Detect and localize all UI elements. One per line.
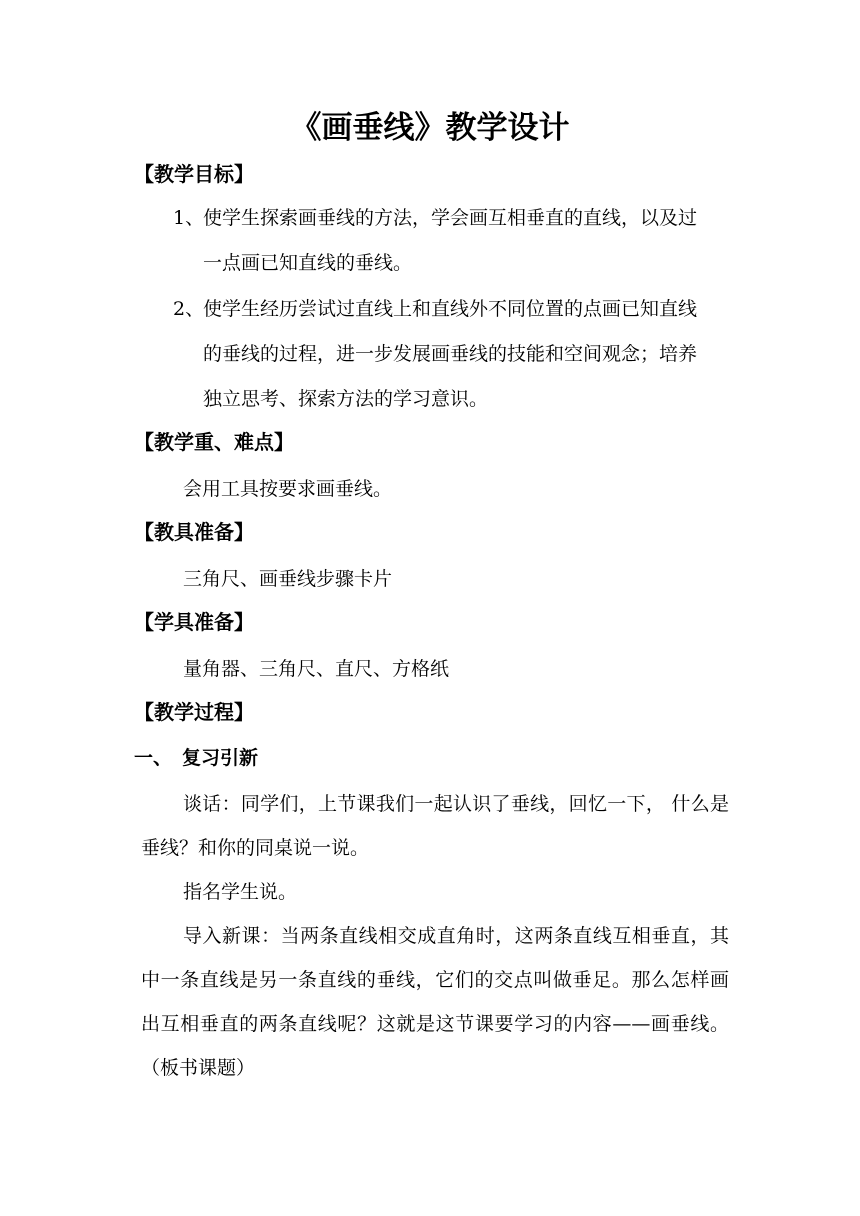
- objectives-heading: 【教学目标】: [134, 162, 254, 186]
- section-1-title: 复习引新: [182, 747, 259, 769]
- objective-2-line-3: 独立思考、探索方法的学习意识。: [203, 388, 489, 410]
- objective-2-number: 2、: [173, 298, 205, 320]
- teacher-tools-text: 三角尺、画垂线步骤卡片: [183, 568, 393, 590]
- objective-2-line-1: 使学生经历尝试过直线上和直线外不同位置的点画已知直线: [203, 298, 698, 320]
- objective-1-number: 1、: [173, 207, 205, 229]
- process-paragraph-3: 导入新课：当两条直线相交成直角时，这两条直线互相垂直，其中一条直线是另一条直线的垂线，它们的交点叫做垂足。那么怎样画出互相垂直的两条直线呢？这就是这节课要学习的内容——画垂线。（板书课题）: [141, 925, 729, 1079]
- student-tools-text: 量角器、三角尺、直尺、方格纸: [183, 658, 450, 680]
- objective-1-line-2: 一点画已知直线的垂线。: [203, 252, 413, 274]
- student-tools-heading: 【学具准备】: [134, 610, 254, 634]
- process-paragraph-1: 谈话：同学们，上节课我们一起认识了垂线，回忆一下， 什么是垂线？和你的同桌说一说。: [141, 793, 729, 859]
- teacher-tools-heading: 【教具准备】: [134, 520, 254, 544]
- process-paragraph-2: 指名学生说。: [183, 881, 298, 903]
- process-heading: 【教学过程】: [134, 700, 254, 724]
- document-title: 《画垂线》教学设计: [290, 110, 570, 146]
- objective-2-line-2: 的垂线的过程，进一步发展画垂线的技能和空间观念；培养: [203, 343, 698, 365]
- section-1-number: 一、: [134, 747, 173, 769]
- key-points-text: 会用工具按要求画垂线。: [183, 478, 393, 500]
- key-points-heading: 【教学重、难点】: [134, 430, 294, 454]
- objective-1-line-1: 使学生探索画垂线的方法，学会画互相垂直的直线，以及过: [203, 207, 698, 229]
